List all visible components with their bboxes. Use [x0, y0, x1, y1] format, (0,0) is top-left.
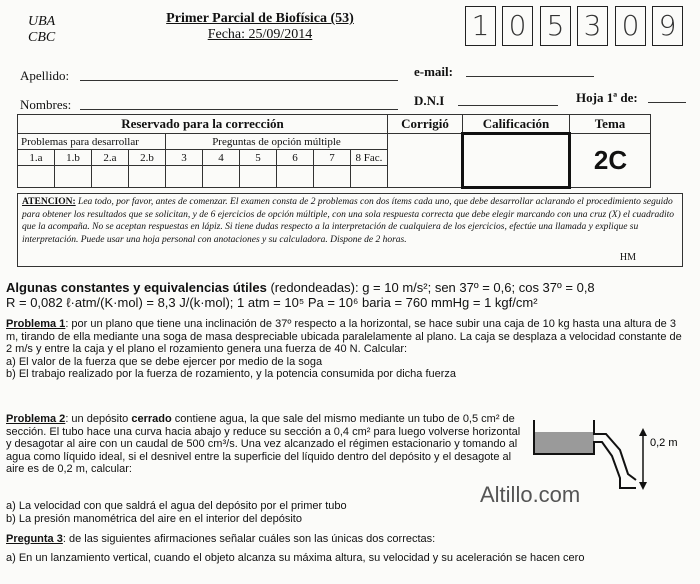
email-field[interactable] — [466, 76, 594, 77]
notice-box — [17, 193, 683, 267]
uba-label: UBA — [28, 14, 56, 29]
column-header: 7 — [314, 150, 351, 166]
column-header: 4 — [203, 150, 240, 166]
nombres-field[interactable] — [80, 109, 398, 110]
problem2-label: Problema 2 — [6, 413, 66, 425]
hoja-field[interactable] — [648, 102, 686, 103]
column-header: 6 — [277, 150, 314, 166]
column-header: 1.a — [18, 150, 55, 166]
corrigio-header: Corrigió — [388, 115, 463, 134]
problem1-label: Problema 1 — [6, 318, 66, 330]
calificacion-header: Calificación — [463, 115, 570, 134]
constants-title: Algunas constantes y equivalencias útiles — [6, 280, 267, 295]
id-digit-box[interactable]: 0 — [615, 6, 646, 46]
column-header: 2.a — [92, 150, 129, 166]
question3-block — [6, 533, 688, 564]
hoja-label: Hoja 1ª de: — [576, 90, 638, 105]
question3-text: : de las siguientes afirmaciones señalar cuáles son las únicas dos correctas: — [62, 533, 436, 545]
nombres-label: Nombres: — [20, 97, 72, 112]
id-digit-box[interactable]: 9 — [652, 6, 683, 46]
cbc-label: CBC — [28, 30, 56, 45]
tank-water — [534, 432, 594, 454]
notice-label: ATENCION: — [22, 197, 76, 207]
id-digit-box[interactable]: 3 — [577, 6, 608, 46]
exam-date: Fecha: 25/09/2014 — [207, 27, 313, 42]
diagram-label: 0,2 m — [650, 437, 678, 449]
grade-cell — [92, 166, 129, 188]
reservado-header: Reservado para la corrección — [18, 115, 388, 134]
watermark: Altillo.com — [480, 482, 581, 507]
grade-cell — [129, 166, 166, 188]
grade-cell — [203, 166, 240, 188]
exam-title: Primer Parcial de Biofísica (53) — [166, 11, 354, 26]
corrigio-cell — [388, 134, 463, 188]
id-digit-box[interactable]: 1 — [465, 6, 496, 46]
correction-table — [17, 114, 651, 189]
tube-outline — [594, 420, 636, 480]
id-digit-box[interactable]: 5 — [540, 6, 571, 46]
dni-field[interactable] — [458, 105, 558, 106]
problem1-block — [6, 318, 688, 381]
problem1-item-b: b) El trabajo realizado por la fuerza de rozamiento, y la potencia consumida por dicha fuerza — [6, 368, 457, 380]
dni-label: D.N.I — [414, 93, 445, 108]
problem2-text2: contiene agua, la que sale del mismo mediante un tubo de 0,5 cm² de sección. El tubo hace una curva hacia abajo y reduce su sección a 0,4 cm² para luego volverse horizontal y desagotar al aire con un caudal de 500 cm³/s. Una vez alcanzado el régimen estacionario y tomando al agua como líquido ideal, si el desnivel entre la superficie del líquido dentro del depósito y el desagote al aire es de 0,2 m, calcular: — [6, 413, 521, 475]
apellido-label: Apellido: — [20, 68, 70, 83]
column-header: 1.b — [55, 150, 92, 166]
grade-cell — [166, 166, 203, 188]
problem2-item-b: b) La presión manométrica del aire en el interior del depósito — [6, 512, 302, 525]
problem2-bold: cerrado — [131, 413, 172, 425]
problem2-item-a: a) La velocidad con que saldrá el agua del depósito por el primer tubo — [6, 500, 347, 512]
notice-initials: HM — [619, 251, 636, 263]
column-header: 3 — [166, 150, 203, 166]
grade-cell — [351, 166, 388, 188]
preguntas-label: Preguntas de opción múltiple — [166, 134, 388, 150]
column-header: 2.b — [129, 150, 166, 166]
problem2-text1: : un depósito — [65, 413, 132, 425]
problemas-label: Problemas para desarrollar — [18, 134, 166, 150]
problem1-text: : por un plano que tiene una inclinación de 37º respecto a la horizontal, se hace subir una caja de 10 kg hasta una altura de 3 m, tirando de ella mediante una soga de masa despreciable ubicada paralelamente al plano. La caja se desplaza a velocidad constante de 2 m/s y entre la caja y el plano el rozamiento genera una fuerza de 40 N. Calcular: — [6, 318, 682, 355]
tema-header: Tema — [570, 115, 651, 134]
notice-text: Lea todo, por favor, antes de comenzar. El examen consta de 2 problemas con dos ítems cada uno, que debe desarrollar aclarando el procedimiento seguido para obtener los resultados que se solicitan, y de 6 ejercicios de opción múltiple, con una sola respuesta correcta que debe elegir marcando con una cruz (X) el cuadradito que la acompaña. No se aceptan respuestas en lápiz. Si tiene dudas respecto a la interpretación de cualquiera de los ejercicios, efectúe una llamada y explique su interpretación. Puede usar una hoja personal con anotaciones y su calculadora. Dispone de 2 horas. — [22, 197, 675, 245]
calificacion-cell — [463, 134, 570, 188]
problem2-block — [6, 413, 526, 476]
column-header: 5 — [240, 150, 277, 166]
email-label: e-mail: — [414, 64, 453, 79]
grade-cell — [277, 166, 314, 188]
grade-cell — [314, 166, 351, 188]
tema-value: 2C — [570, 134, 651, 188]
grade-cell — [55, 166, 92, 188]
question3-label: Pregunta 3 — [6, 533, 63, 545]
problem1-item-a: a) El valor de la fuerza que se debe ejercer por medio de la soga — [6, 355, 323, 368]
constants-rounded: (redondeadas): g = 10 m/s²; sen 37º = 0,6; cos 37º = 0,8 — [270, 280, 595, 295]
question3-item-a: a) En un lanzamiento vertical, cuando el objeto alcanza su máxima altura, su velocidad y su aceleración se hacen cero — [6, 551, 585, 564]
apellido-field[interactable] — [80, 80, 398, 81]
column-header: 8 Fac. — [351, 150, 388, 166]
grade-cell — [18, 166, 55, 188]
constants-line2: R = 0,082 ℓ·atm/(K·mol) = 8,3 J/(k·mol); 1 atm = 10⁵ Pa = 10⁶ baria = 760 mmHg = 1 kgf/cm² — [6, 295, 538, 310]
id-digit-box[interactable]: 0 — [502, 6, 533, 46]
grade-cell — [240, 166, 277, 188]
